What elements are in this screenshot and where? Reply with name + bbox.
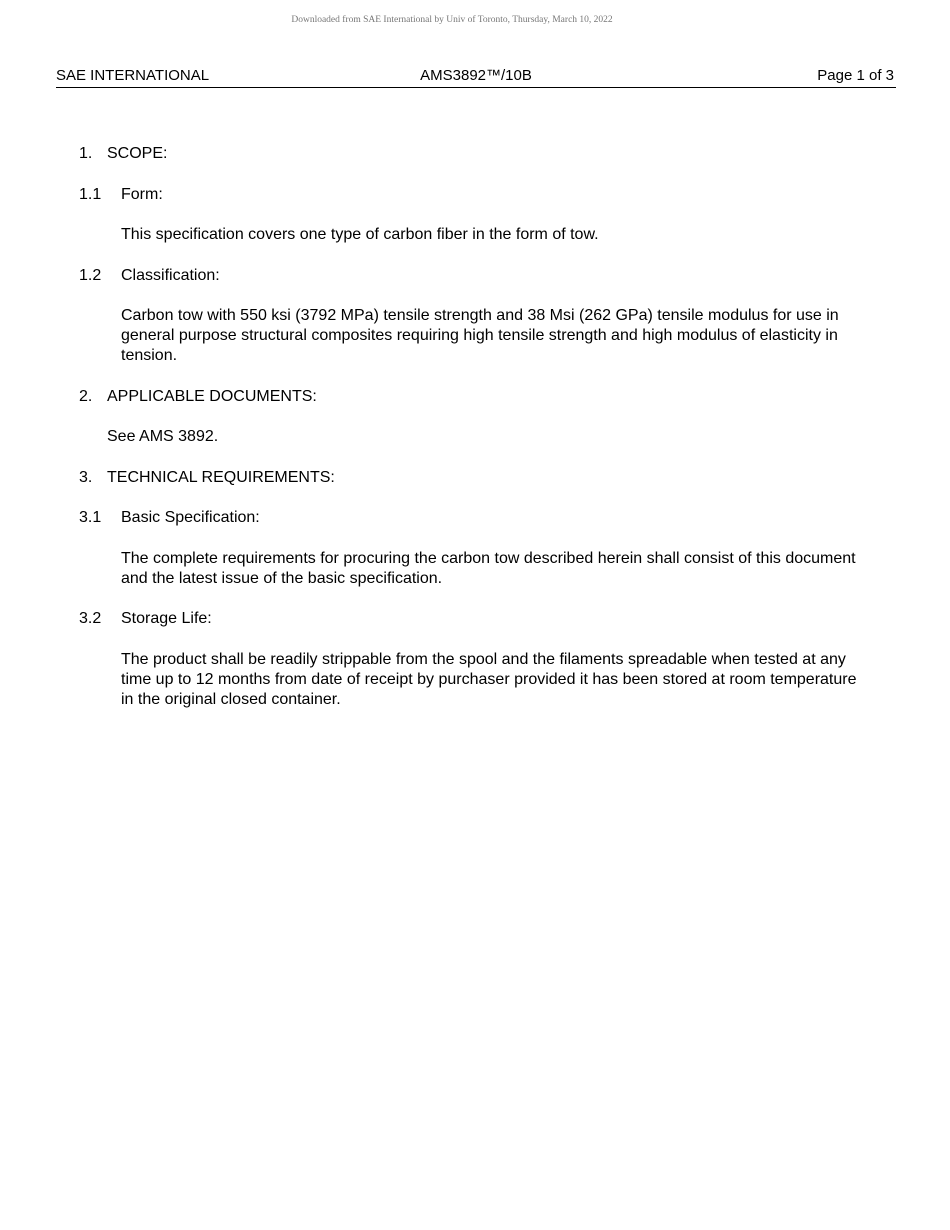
section-number: 1. <box>79 145 93 162</box>
section-heading-form <box>79 185 879 205</box>
section-heading-applicable-documents <box>79 387 879 407</box>
section-number: 1.1 <box>79 185 102 203</box>
section-number: 3. <box>79 468 93 486</box>
page-header <box>56 66 896 88</box>
section-paragraph-form: This specification covers one type of carbon fiber in the form of tow. <box>121 226 599 243</box>
section-heading-classification <box>79 266 879 286</box>
section-title: Basic Specification: <box>121 509 260 526</box>
section-number: 1.2 <box>79 266 102 284</box>
section-title: TECHNICAL REQUIREMENTS: <box>107 468 335 486</box>
page-number: Page 1 of 3 <box>817 67 894 84</box>
section-paragraph-storage-life: The product shall be readily strippable from the spool and the filaments spreadable when tested at any time up to 12 months from date of receipt by purchaser provided it has been stored at room temperature in the original closed container. <box>121 650 857 708</box>
section-title: Storage Life: <box>121 610 212 627</box>
section-number: 3.1 <box>79 509 102 526</box>
publisher-name: SAE INTERNATIONAL <box>56 67 210 84</box>
section-title: Classification: <box>121 266 220 284</box>
section-title: Form: <box>121 185 163 203</box>
section-heading-scope <box>79 144 879 164</box>
section-heading-storage-life <box>79 609 879 629</box>
section-number: 3.2 <box>79 610 102 627</box>
section-paragraph-basic-specification: The complete requirements for procuring the carbon tow described herein shall consist of this document and the latest issue of the basic specification. <box>121 549 856 587</box>
section-number: 2. <box>79 387 93 405</box>
download-watermark: Downloaded from SAE International by Univ of Toronto, Thursday, March 10, 2022 <box>291 15 613 25</box>
section-title: APPLICABLE DOCUMENTS: <box>107 387 317 405</box>
section-title: SCOPE: <box>107 145 168 162</box>
section-heading-technical-requirements <box>79 468 879 488</box>
section-paragraph-applicable-documents: See AMS 3892. <box>107 428 219 445</box>
section-heading-basic-specification <box>79 508 879 528</box>
section-paragraph-classification: Carbon tow with 550 ksi (3792 MPa) tensile strength and 38 Msi (262 GPa) tensile modulus for use in general purpose structural composites requiring high tensile strength and high modulus of elasticity in tension. <box>121 307 839 364</box>
document-body <box>79 144 879 730</box>
document-number: AMS3892™/10B <box>420 67 532 84</box>
